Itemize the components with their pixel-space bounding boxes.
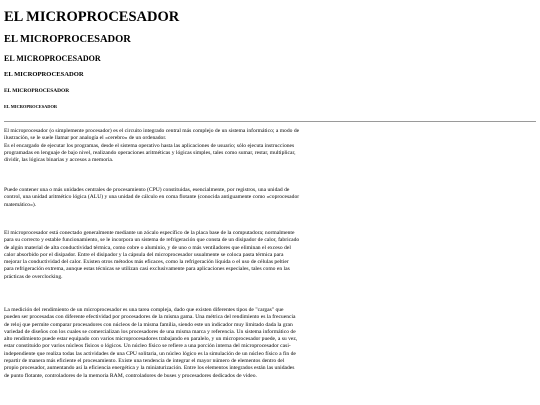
heading-level-1: EL MICROPROCESADOR [4,9,180,25]
paragraph-line: de reloj que permite comparar procesadores con núcleos de la misma familia, siendo este un indicador muy limitado dada la gran [4,321,293,328]
paragraph-line: control, una unidad aritmético lógica (ALU) y una unidad de cálculo en coma flotante (conocida antiguamente como «coprocesador [4,194,300,201]
paragraph-line: variedad de diseños con los cuales se comercializan los procesadores de una misma marca y referencia. Un sistema informático de [4,328,296,335]
paragraph-line: alto rendimiento puede estar equipado con varios microprocesadores trabajando en paralelo, y un microprocesador puede, a su vez, [4,336,298,343]
paragraph-line: calor absorbido por el disipador. Entre el disipador y la cápsula del microprocesador usualmente se coloca pasta térmica para [4,251,284,258]
paragraph-line: El microprocesador está conectado generalmente mediante un zócalo específico de la placa base de la computadora; normalmente [4,230,295,236]
paragraph-line: propio procesador, aumentando así la eficiencia energética y la miniaturización. Entre los elementos integrados están las unidades [4,365,295,372]
paragraph-line: Puede contener una o más unidades centrales de procesamiento (CPU) constituidas, esencialmente, por registros, una unidad de [4,187,290,193]
paragraph-line: pueden ser procesadas con diferente efectividad por procesadores de la misma gama. Una métrica del rendimiento es la frecuencia [4,314,296,321]
horizontal-rule [4,121,536,122]
paragraph-line: prácticas de overclocking. [4,273,63,280]
heading-level-6: EL MICROPROCESADOR [4,104,58,109]
paragraph-line: El microprocesador (o simplemente procesador) es el circuito integrado central más complejo de un sistema informático; a modo de [4,128,300,134]
paragraph-line: Es el encargado de ejecutar los programas, desde el sistema operativo hasta las aplicaciones de usuario; sólo ejecuta instrucciones [4,142,295,149]
paragraph-line: programadas en lenguaje de bajo nivel, realizando operaciones aritméticas y lógicas simples, tales como sumar, restar, multiplicar, [4,149,296,156]
paragraph-cooling [4,230,536,281]
paragraph-line: estar constituido por varios núcleos físicos o lógicos. Un núcleo físico se refiere a una porción interna del microprocesador casi- [4,343,291,350]
heading-level-4: EL MICROPROCESADOR [4,71,84,78]
paragraph-line: de punto flotante, controladores de la memoria RAM, controladores de buses y procesadores dedicados de video. [4,372,257,379]
paragraph-line: para refrigeración extrema, aunque estas técnicas se utilizan casi exclusivamente para aplicaciones especiales, tales como en las [4,266,290,273]
paragraph-line: independiente que realiza todas las actividades de una CPU solitaria, un núcleo lógico es la simulación de un núcleo físico a fin de [4,350,296,357]
heading-level-3: EL MICROPROCESADOR [4,54,101,63]
paragraph-line: matemático»). [4,201,37,208]
paragraph-line: dividir, las lógicas binarias y accesos a memoria. [4,157,114,164]
heading-level-2: EL MICROPROCESADOR [4,34,131,45]
paragraph-line: ilustración, se le suele llamar por analogía el «cerebro» de un ordenador. [4,135,167,142]
paragraph-line: de algún material de alta conductividad térmica, como cobre o aluminio, y de uno o más ventiladores que eliminan el exceso del [4,244,291,251]
paragraph-line: mejorar la conductividad del calor. Existen otros métodos más eficaces, como la refrigeración líquida o el uso de células peltier [4,259,289,266]
paragraph-definition [4,128,536,164]
paragraph-line: para su correcto y estable funcionamiento, se le incorpora un sistema de refrigeración que consta de un disipador de calor, fabricado [4,237,300,244]
paragraph-line: La medición del rendimiento de un microprocesador es una tarea compleja, dado que existen diferentes tipos de "cargas" que [4,307,284,313]
heading-level-5: EL MICROPROCESADOR [4,88,70,94]
paragraph-performance [4,307,536,380]
paragraph-cpu-units [4,187,536,209]
paragraph-line: repartir de manera más eficiente el procesamiento. Existe una tendencia de integrar el mayor número de elementos dentro del [4,358,285,365]
